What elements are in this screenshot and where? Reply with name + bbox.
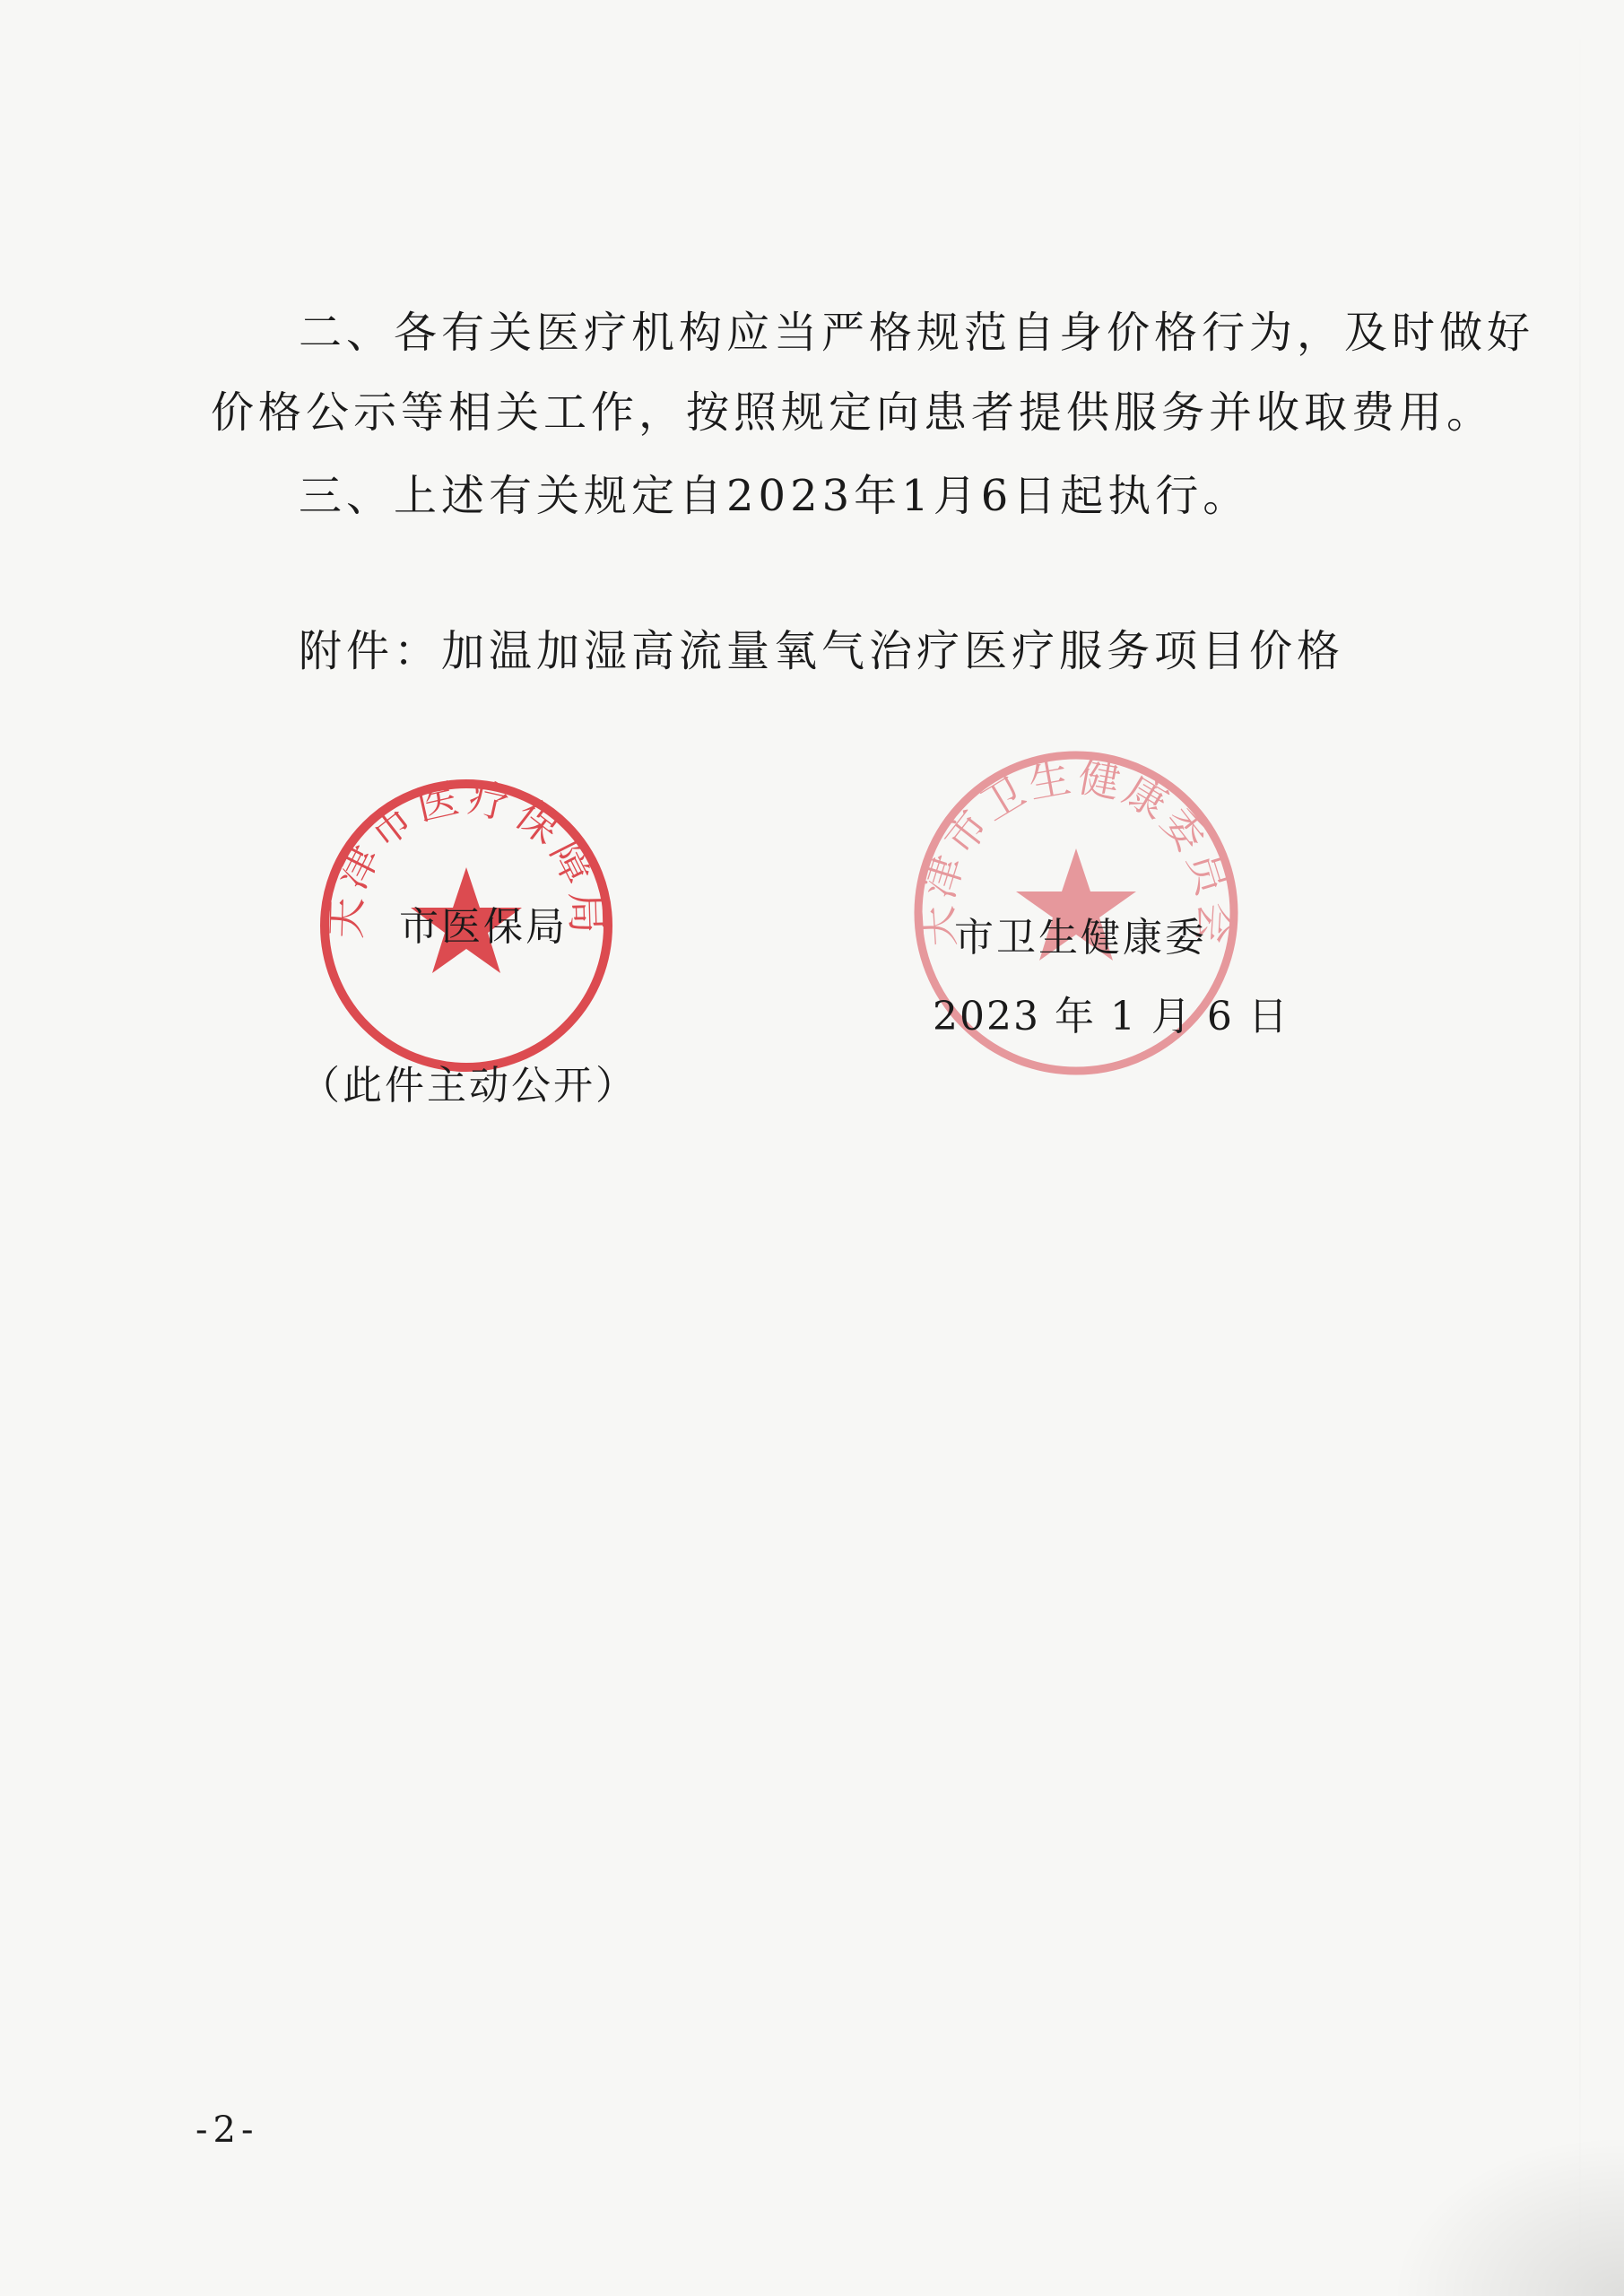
- paragraph-item-3: 三、上述有关规定自2023年1月6日起执行。: [299, 471, 1251, 521]
- disclosure-note: （此件主动公开）: [300, 1063, 638, 1109]
- signature-date: 2023 年 1 月 6 日: [933, 994, 1290, 1039]
- signature-left-organization: 市医保局: [399, 904, 568, 950]
- page-edge-line: [1579, 0, 1581, 2296]
- seal-right-text: 天津市卫生健康委员会: [912, 752, 1240, 949]
- scan-corner-shadow: [1391, 2135, 1624, 2296]
- seal-left-text: 天津市医疗保障局: [321, 773, 612, 940]
- page-number: -2-: [195, 2109, 259, 2151]
- paragraph-item-2-line-2: 价格公示等相关工作，按照规定向患者提供服务并收取费用。: [211, 387, 1495, 438]
- paragraph-item-2-line-1: 二、各有关医疗机构应当严格规范自身价格行为，及时做好: [299, 308, 1535, 358]
- signature-right-organization: 市卫生健康委: [954, 915, 1207, 961]
- attachment-line: 附件：加温加湿高流量氧气治疗医疗服务项目价格: [299, 626, 1345, 676]
